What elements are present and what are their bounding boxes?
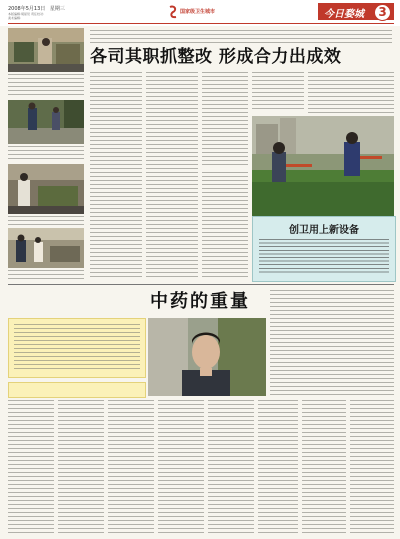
caption-text xyxy=(8,216,84,226)
pull-quote-box xyxy=(8,318,146,378)
masthead-logo-icon xyxy=(168,4,178,18)
masthead-date xyxy=(8,5,65,12)
editors-line-2: 美术编辑: xyxy=(8,16,22,20)
weekday-text: 星期三 xyxy=(49,6,65,12)
masthead-slogan: 国家级卫生城市 xyxy=(180,9,216,15)
photo-street-vendors xyxy=(8,28,84,72)
story2-column-2 xyxy=(58,400,104,534)
section-title: 今日婺城 xyxy=(324,9,364,20)
story1-column-2 xyxy=(146,72,198,280)
story1-column-5 xyxy=(308,72,394,116)
caption-box-title: 创卫用上新设备 xyxy=(289,225,359,236)
caption-text xyxy=(8,74,84,96)
date-text: 2008年5月13日 xyxy=(8,6,46,12)
story1-column-3b xyxy=(202,172,248,280)
masthead-rule xyxy=(8,23,394,24)
caption-text xyxy=(8,270,84,280)
story2-column-6 xyxy=(258,400,298,534)
left-column xyxy=(8,28,84,280)
story2-column-1 xyxy=(8,400,54,534)
caption-box xyxy=(252,216,396,282)
story2-column-3 xyxy=(108,400,154,534)
masthead-editors xyxy=(8,12,158,20)
lead-paragraph xyxy=(90,30,392,44)
pull-quote-box-lower xyxy=(8,382,146,398)
story2-column-4 xyxy=(158,400,204,534)
pull-quote-text xyxy=(14,324,140,372)
story1-column-3 xyxy=(202,72,248,168)
page-number: 3 xyxy=(378,5,387,19)
caption-box-text xyxy=(259,239,389,273)
story1-column-4 xyxy=(252,72,304,112)
story2-headline: 中药的重量 xyxy=(150,291,250,312)
photo-market-stall xyxy=(8,164,84,214)
photo-workers-trimming-hedge xyxy=(252,116,394,216)
photo-portrait xyxy=(148,318,266,396)
editors-line-1: 本版编辑:胡星辰 责任校对: xyxy=(8,12,44,16)
story2-column-7 xyxy=(302,400,346,534)
story1-column-1 xyxy=(90,72,142,280)
caption-text xyxy=(8,146,84,160)
story1-headline: 各司其职抓整改 形成合力出成效 xyxy=(90,47,342,67)
section-divider xyxy=(8,284,394,285)
masthead xyxy=(0,0,400,26)
story2-column-8 xyxy=(350,400,394,534)
photo-workers-cleanup xyxy=(8,100,84,144)
story2-column-5 xyxy=(208,400,254,534)
photo-inspection xyxy=(8,228,84,268)
story2-right-column xyxy=(270,290,394,396)
